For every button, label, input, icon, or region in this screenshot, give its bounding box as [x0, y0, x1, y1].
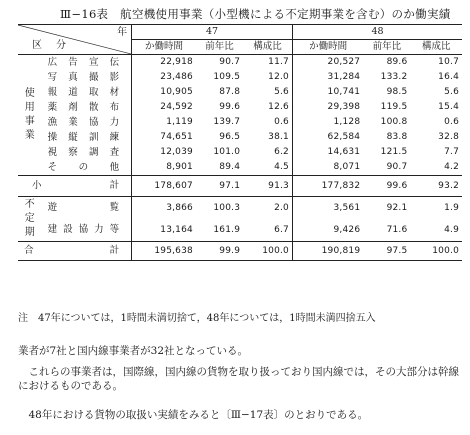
- year-47-header: 47: [132, 25, 293, 40]
- subtotal-prev-ratio-47: 97.1: [219, 181, 241, 191]
- col-hours-47: か働時間: [132, 40, 196, 55]
- table-row: [18, 160, 462, 176]
- row-label: 漁業協力: [47, 117, 120, 128]
- row-hours-47: 74,651: [132, 130, 196, 145]
- row-prev-ratio-48: 98.5: [386, 87, 408, 97]
- row-share-47: 5.6: [274, 87, 289, 97]
- total-hours-48: 190,819: [292, 242, 363, 261]
- row-label: 報道取材: [47, 87, 120, 98]
- year-label: 年: [117, 27, 128, 38]
- total-hours-47: 195,638: [132, 242, 196, 261]
- row-label: 建設協力等: [47, 224, 120, 235]
- irregular-share-47: 2.0: [274, 203, 289, 213]
- header-corner: [18, 25, 132, 55]
- row-hours-47: 12,039: [132, 145, 196, 160]
- row-hours-47: 24,592: [132, 100, 196, 115]
- row-share-47: 11.7: [268, 57, 289, 67]
- table-row: [18, 70, 462, 85]
- row-share-48: 7.7: [444, 147, 459, 157]
- row-label: 操縦訓練: [47, 132, 120, 143]
- row-prev-ratio-48: 133.2: [380, 72, 408, 82]
- total-label: 合計: [24, 245, 120, 256]
- irregular-prev-ratio-48: 92.1: [386, 203, 408, 213]
- row-hours-47: 8,901: [132, 160, 196, 176]
- subtotal-hours-48: 177,832: [292, 176, 363, 197]
- table-title: Ⅲ−16表 航空機使用事業（小型機による不定期事業を含む）のか働実績: [60, 7, 451, 21]
- paragraph-1: 業者が7社と国内線事業者が32社となっている。: [18, 345, 249, 357]
- row-share-48: 4.2: [444, 162, 459, 172]
- row-share-47: 12.6: [268, 102, 289, 112]
- row-prev-ratio-48: 121.5: [380, 147, 408, 157]
- col-hours-48: か働時間: [292, 40, 363, 55]
- row-label: 視察調査: [47, 147, 120, 158]
- row-share-47: 0.6: [274, 117, 289, 127]
- total-share-47: 100.0: [262, 246, 289, 256]
- table-row: [18, 85, 462, 100]
- total-share-48: 100.0: [432, 246, 459, 256]
- row-hours-48: 20,527: [292, 55, 363, 71]
- row-label: その他: [47, 162, 120, 173]
- total-row: [18, 242, 462, 261]
- row-prev-ratio-48: 89.6: [386, 57, 408, 67]
- row-share-48: 10.7: [438, 57, 459, 67]
- row-prev-ratio-47: 99.6: [219, 102, 241, 112]
- row-prev-ratio-48: 90.7: [386, 162, 408, 172]
- row-share-48: 5.6: [444, 87, 459, 97]
- col-prev-ratio-48: 前年比: [372, 41, 402, 52]
- row-hours-48: 8,071: [292, 160, 363, 176]
- row-label: 写真撮影: [47, 72, 120, 83]
- irregular-hours-48: 9,426: [292, 219, 363, 242]
- total-prev-ratio-47: 99.9: [219, 246, 241, 256]
- row-hours-47: 22,918: [132, 55, 196, 71]
- irregular-hours-47: 13,164: [132, 219, 196, 242]
- side-label-shiyou: 使用事業: [24, 88, 35, 141]
- row-hours-48: 31,284: [292, 70, 363, 85]
- table-row: [18, 197, 462, 220]
- subtotal-share-47: 91.3: [268, 181, 289, 191]
- row-prev-ratio-47: 101.0: [213, 147, 241, 157]
- paragraph-3: 48年における貨物の取扱い実績をみると〔Ⅲ−17表〕のとおりである。: [18, 409, 369, 421]
- row-share-48: 16.4: [438, 72, 459, 82]
- row-prev-ratio-47: 96.5: [219, 132, 241, 142]
- section-label: 区分: [32, 40, 80, 51]
- row-share-48: 15.4: [438, 102, 459, 112]
- table-note: 注 47年については，1時間未満切捨て，48年については，1時間未満四捨五入: [18, 313, 376, 324]
- subtotal-share-48: 93.2: [438, 181, 459, 191]
- row-prev-ratio-47: 139.7: [213, 117, 241, 127]
- row-prev-ratio-47: 90.7: [219, 57, 241, 67]
- row-prev-ratio-47: 87.8: [219, 87, 241, 97]
- col-share-48: 構成比: [421, 41, 451, 52]
- subtotal-hours-47: 178,607: [132, 176, 196, 197]
- row-prev-ratio-48: 100.8: [380, 117, 408, 127]
- side-label-futeiki: 不定期: [24, 199, 35, 238]
- row-prev-ratio-47: 89.4: [219, 162, 241, 172]
- table-row: [18, 130, 462, 145]
- year-48-header: 48: [292, 25, 462, 40]
- irregular-prev-ratio-48: 71.6: [386, 225, 408, 235]
- row-prev-ratio-48: 83.8: [386, 132, 408, 142]
- subtotal-label: 小計: [32, 180, 120, 191]
- row-prev-ratio-47: 109.5: [213, 72, 241, 82]
- row-prev-ratio-48: 119.5: [380, 102, 408, 112]
- col-share-47: 構成比: [253, 41, 282, 52]
- paragraph-2: これらの事業者は，国際線，国内線の貨物を取り扱っており国内線では，その大部分は幹線におけるものである。: [18, 366, 459, 392]
- table-row: [18, 100, 462, 115]
- row-hours-48: 62,584: [292, 130, 363, 145]
- subtotal-row: [18, 176, 462, 197]
- row-hours-47: 23,486: [132, 70, 196, 85]
- row-label: 薬剤散布: [47, 102, 120, 113]
- irregular-prev-ratio-47: 161.9: [213, 225, 241, 235]
- row-share-48: 32.8: [438, 132, 459, 142]
- irregular-hours-48: 3,561: [292, 197, 363, 220]
- row-share-47: 38.1: [268, 132, 289, 142]
- row-hours-48: 14,631: [292, 145, 363, 160]
- header-year-row: [18, 25, 462, 40]
- table-row: [18, 115, 462, 130]
- row-hours-47: 10,905: [132, 85, 196, 100]
- row-hours-48: 29,398: [292, 100, 363, 115]
- irregular-share-48: 1.9: [444, 203, 459, 213]
- table-row: [18, 145, 462, 160]
- row-hours-47: 1,119: [132, 115, 196, 130]
- col-prev-ratio-47: 前年比: [205, 41, 234, 52]
- row-share-47: 12.0: [268, 72, 289, 82]
- irregular-share-48: 4.9: [444, 225, 459, 235]
- row-label: 遊覧: [47, 202, 120, 213]
- row-share-47: 6.2: [274, 147, 289, 157]
- table-row: [18, 55, 462, 71]
- subtotal-prev-ratio-48: 99.6: [386, 181, 408, 191]
- row-share-48: 0.6: [444, 117, 459, 127]
- table-row: [18, 219, 462, 242]
- irregular-hours-47: 3,866: [132, 197, 196, 220]
- row-hours-48: 1,128: [292, 115, 363, 130]
- row-hours-48: 10,741: [292, 85, 363, 100]
- irregular-prev-ratio-47: 100.3: [213, 203, 241, 213]
- irregular-share-47: 6.7: [274, 225, 289, 235]
- row-share-47: 4.5: [274, 162, 289, 172]
- total-prev-ratio-48: 97.5: [386, 246, 408, 256]
- operations-table: [18, 24, 462, 261]
- row-label: 広告宣伝: [47, 57, 120, 68]
